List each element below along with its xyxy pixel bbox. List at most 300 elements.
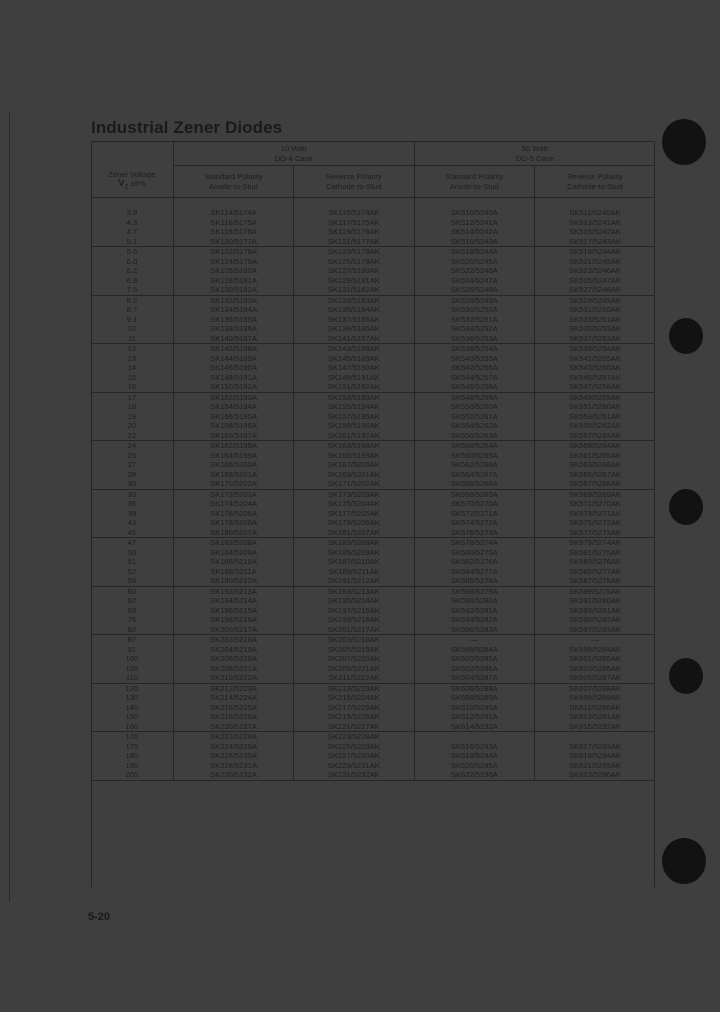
- part-10w-reverse-cell: SK173/5203AK: [294, 489, 414, 499]
- part-50w-standard-cell: SK590/5280A: [414, 596, 534, 606]
- zener-voltage-cell: 87: [127, 635, 137, 644]
- part-10w-standard-cell: SK192/5213A: [173, 586, 293, 596]
- table-row: [91, 257, 655, 267]
- part-50w-standard-cell: SK572/5271A: [414, 509, 534, 519]
- part-50w-standard-cell: SK530/5250A: [414, 305, 534, 315]
- part-10w-reverse-cell: SK169/5201AK: [294, 470, 414, 480]
- zener-voltage-cell: 18: [127, 402, 137, 411]
- table-row: [91, 412, 655, 422]
- header-text: Z: [124, 184, 129, 191]
- table-row: [91, 751, 655, 761]
- part-10w-standard-cell: SK160/5197A: [173, 431, 293, 441]
- zener-voltage-cell: 110: [91, 673, 173, 683]
- part-50w-reverse-cell: —: [535, 635, 655, 645]
- zener-voltage-cell: 120: [125, 683, 139, 693]
- zener-voltage-cell: 5.1: [91, 237, 173, 247]
- part-10w-standard-cell: SK130/5182A: [173, 285, 293, 295]
- part-50w-reverse-cell: SK523/5246AK: [535, 266, 655, 276]
- part-50w-reverse-cell: SK511/5240AK: [535, 208, 655, 218]
- part-50w-standard-cell: SK520/5245A: [414, 257, 534, 267]
- part-50w-standard-cell: SK548/5259A: [414, 392, 534, 402]
- zener-voltage-cell: 4.7: [126, 227, 138, 236]
- header-zener-voltage: [91, 166, 173, 198]
- header-text: DO-4 Case: [274, 153, 313, 163]
- part-50w-reverse-cell: SK543/5256AK: [535, 363, 655, 373]
- part-10w-reverse-cell: SK137/5185AK: [294, 315, 414, 325]
- part-50w-reverse-cell: SK581/5275AK: [535, 548, 655, 558]
- part-10w-reverse-cell: SK207/5220AK: [294, 654, 414, 664]
- part-50w-reverse-cell: SK567/5268AK: [535, 479, 655, 489]
- part-50w-reverse-cell: SK527/5248AK: [535, 285, 655, 295]
- part-50w-reverse-cell: SK623/5296AK: [535, 770, 655, 780]
- part-10w-reverse-cell: SK135/5184AK: [294, 305, 414, 315]
- part-50w-standard-cell: SK616/5293A: [414, 742, 534, 752]
- part-10w-standard-cell: SK154/5194A: [173, 402, 293, 412]
- table-row: [91, 693, 655, 703]
- table-row: [91, 548, 655, 558]
- part-50w-standard-cell: SK552/5261A: [414, 412, 534, 422]
- spacer-cell: [535, 198, 655, 209]
- header-10w-standard-polarity: [173, 166, 293, 198]
- part-10w-reverse-cell: SK119/5176AK: [294, 227, 414, 237]
- part-50w-standard-cell: SK582/5276A: [414, 557, 534, 567]
- part-10w-reverse-cell: SK229/5231AK: [294, 761, 414, 771]
- part-50w-reverse-cell: [535, 732, 655, 742]
- zener-voltage-cell: 30: [91, 479, 173, 489]
- table-header: [91, 142, 655, 209]
- voltage-group: [91, 489, 655, 538]
- part-50w-standard-cell: SK594/5282A: [414, 615, 534, 625]
- voltage-group: [91, 538, 655, 587]
- part-50w-reverse-cell: SK535/5252AK: [535, 324, 655, 334]
- part-50w-reverse-cell: SK593/5281AK: [535, 606, 655, 616]
- part-10w-standard-cell: SK214/5224A: [173, 693, 293, 703]
- part-10w-standard-cell: SK148/5191A: [173, 373, 293, 383]
- header-group-50-watt: [414, 142, 655, 166]
- part-50w-reverse-cell: SK519/5244AK: [535, 247, 655, 257]
- part-50w-standard-cell: SK570/5270A: [414, 499, 534, 509]
- part-50w-standard-cell: SK606/5288A: [414, 683, 534, 693]
- part-10w-reverse-cell: SK171/5202AK: [294, 479, 414, 489]
- part-10w-reverse-cell: SK141/5187AK: [294, 334, 414, 344]
- part-50w-standard-cell: SK620/5295A: [414, 761, 534, 771]
- part-50w-reverse-cell: SK529/5249AK: [535, 295, 655, 305]
- part-50w-reverse-cell: SK517/5243AK: [535, 237, 655, 247]
- table-row: [91, 237, 655, 247]
- part-50w-reverse-cell: SK601/5285AK: [535, 654, 655, 664]
- header-text: Standard Polarity: [204, 172, 263, 181]
- part-50w-standard-cell: SK556/5263A: [414, 431, 534, 441]
- table-row: [91, 382, 655, 392]
- part-10w-standard-cell: SK172/5203A: [173, 489, 293, 499]
- table-row: [91, 315, 655, 325]
- zener-voltage-cell: 62: [127, 596, 137, 605]
- table-row: [91, 218, 655, 228]
- part-50w-reverse-cell: SK617/5293AK: [535, 742, 655, 752]
- table-row: [91, 460, 655, 470]
- zener-voltage-cell: 105: [125, 663, 139, 673]
- part-10w-standard-cell: SK224/5229A: [173, 742, 293, 752]
- part-10w-reverse-cell: SK155/5194AK: [294, 402, 414, 412]
- zener-voltage-cell: 14: [127, 363, 137, 372]
- part-10w-standard-cell: SK144/5189A: [173, 354, 293, 364]
- part-50w-standard-cell: SK516/5243A: [414, 237, 534, 247]
- part-50w-reverse-cell: SK613/5291AK: [535, 712, 655, 722]
- part-10w-reverse-cell: SK183/5208AK: [294, 538, 414, 548]
- zener-voltage-cell: 8.7: [126, 305, 138, 314]
- table-frame-right: [654, 141, 655, 887]
- part-50w-reverse-cell: SK555/5262AK: [535, 421, 655, 431]
- part-10w-reverse-cell: SK123/5179AK: [294, 247, 414, 257]
- table-row: [91, 518, 655, 528]
- part-10w-standard-cell: SK150/5192A: [173, 382, 293, 392]
- zener-voltage-cell: 6.2: [126, 266, 138, 275]
- part-50w-reverse-cell: SK571/5270AK: [535, 499, 655, 509]
- zener-voltage-cell: 52: [127, 566, 137, 576]
- part-50w-standard-cell: SK566/5268A: [414, 479, 534, 489]
- voltage-group: [91, 295, 655, 344]
- table-row: [91, 499, 655, 509]
- part-50w-standard-cell: SK578/5274A: [414, 538, 534, 548]
- part-50w-reverse-cell: SK541/5255AK: [535, 354, 655, 364]
- part-10w-reverse-cell: SK179/5206AK: [294, 518, 414, 528]
- table-row: [91, 576, 655, 586]
- part-50w-standard-cell: SK558/5264A: [414, 441, 534, 451]
- part-10w-standard-cell: SK194/5214A: [173, 596, 293, 606]
- part-50w-reverse-cell: SK611/5290AK: [535, 703, 655, 713]
- part-10w-reverse-cell: SK115/5174AK: [294, 208, 414, 218]
- part-50w-standard-cell: SK532/5251A: [414, 315, 534, 325]
- table-row: [91, 683, 655, 693]
- table-row: [91, 664, 655, 674]
- spacer-cell: [414, 198, 534, 209]
- part-10w-standard-cell: SK116/5175A: [173, 218, 293, 228]
- table-row: [91, 479, 655, 489]
- header-text: [91, 179, 173, 192]
- part-50w-standard-cell: SK534/5252A: [414, 324, 534, 334]
- part-10w-reverse-cell: SK191/5212AK: [294, 576, 414, 586]
- table-row: [91, 402, 655, 412]
- part-10w-standard-cell: SK182/5208A: [173, 538, 293, 548]
- header-50w-reverse-polarity: [535, 166, 655, 198]
- voltage-group: [91, 392, 655, 441]
- zener-voltage-cell: 200: [91, 770, 173, 780]
- part-10w-standard-cell: SK136/5185A: [173, 315, 293, 325]
- zener-voltage-cell: 7.5: [91, 285, 173, 295]
- zener-voltage-cell: 3.9: [126, 208, 138, 217]
- table-row: [91, 703, 655, 713]
- table-row: [91, 645, 655, 655]
- voltage-group: [91, 586, 655, 635]
- header-text: Cathode-to-Stud: [567, 181, 623, 191]
- part-10w-reverse-cell: SK147/5190AK: [294, 363, 414, 373]
- part-10w-standard-cell: SK210/5222A: [173, 673, 293, 683]
- part-10w-reverse-cell: SK193/5213AK: [294, 586, 414, 596]
- part-50w-reverse-cell: SK561/5265AK: [535, 451, 655, 461]
- part-10w-standard-cell: SK188/5211A: [173, 567, 293, 577]
- part-10w-standard-cell: SK158/5196A: [173, 421, 293, 431]
- header-corner: [91, 142, 173, 166]
- part-50w-standard-cell: SK528/5249A: [414, 295, 534, 305]
- table-row: [91, 227, 655, 237]
- part-50w-standard-cell: —: [414, 635, 534, 645]
- voltage-group: [91, 441, 655, 490]
- header-10w-reverse-polarity: [294, 166, 414, 198]
- part-10w-standard-cell: SK190/5212A: [173, 576, 293, 586]
- zener-voltage-cell: 82: [91, 625, 173, 635]
- part-50w-standard-cell: SK560/5265A: [414, 451, 534, 461]
- part-10w-reverse-cell: SK189/5211AK: [294, 567, 414, 577]
- part-10w-reverse-cell: SK177/5205AK: [294, 509, 414, 519]
- part-10w-standard-cell: SK218/5226A: [173, 712, 293, 722]
- zener-voltage-cell: 140: [125, 702, 139, 712]
- part-50w-standard-cell: SK540/5255A: [414, 354, 534, 364]
- part-10w-standard-cell: SK202/5218A: [173, 635, 293, 645]
- zener-voltage-cell: 170: [125, 732, 139, 741]
- part-50w-reverse-cell: SK587/5278AK: [535, 576, 655, 586]
- part-50w-standard-cell: SK538/5254A: [414, 344, 534, 354]
- part-10w-standard-cell: SK126/5180A: [173, 266, 293, 276]
- page-edge-rule: [9, 112, 10, 902]
- part-50w-standard-cell: SK612/5291A: [414, 712, 534, 722]
- part-10w-standard-cell: SK138/5186A: [173, 324, 293, 334]
- voltage-group: [91, 683, 655, 732]
- spacer-cell: [91, 198, 173, 209]
- part-10w-reverse-cell: SK221/5227AK: [294, 722, 414, 732]
- part-50w-reverse-cell: SK607/5288AK: [535, 683, 655, 693]
- part-10w-reverse-cell: SK121/5177AK: [294, 237, 414, 247]
- part-50w-standard-cell: [414, 732, 534, 742]
- table-row: [91, 615, 655, 625]
- part-10w-reverse-cell: SK129/5181AK: [294, 276, 414, 286]
- table-row: [91, 324, 655, 334]
- zener-voltage-cell: 8.2: [126, 295, 138, 305]
- table-row: [91, 363, 655, 373]
- table-row: [91, 654, 655, 664]
- table-row: [91, 732, 655, 742]
- part-50w-reverse-cell: SK565/5267AK: [535, 470, 655, 480]
- part-50w-reverse-cell: SK549/5259AK: [535, 392, 655, 402]
- part-10w-standard-cell: SK120/5177A: [173, 237, 293, 247]
- table-row: [91, 509, 655, 519]
- header-text: Zener Voltage: [108, 169, 156, 179]
- voltage-group: [91, 247, 655, 296]
- voltage-group: [91, 208, 655, 247]
- part-10w-standard-cell: SK168/5201A: [173, 470, 293, 480]
- table-row: [91, 606, 655, 616]
- table-row: [91, 557, 655, 567]
- part-50w-standard-cell: SK599/5284A: [414, 645, 534, 655]
- part-10w-standard-cell: SK166/5200A: [173, 460, 293, 470]
- part-50w-reverse-cell: SK577/5273AK: [535, 528, 655, 538]
- table-row: [91, 373, 655, 383]
- part-10w-reverse-cell: SK195/5214AK: [294, 596, 414, 606]
- zener-voltage-cell: 56: [91, 576, 173, 586]
- header-text: Standard Polarity: [445, 172, 504, 181]
- zener-voltage-cell: 13: [127, 353, 137, 363]
- part-10w-reverse-cell: SK143/5188AK: [294, 344, 414, 354]
- table-row: [91, 392, 655, 402]
- part-50w-reverse-cell: SK531/5250AK: [535, 305, 655, 315]
- part-50w-standard-cell: SK510/5240A: [414, 208, 534, 218]
- part-50w-reverse-cell: SK579/5274AK: [535, 538, 655, 548]
- part-10w-reverse-cell: SK151/5192AK: [294, 382, 414, 392]
- part-50w-standard-cell: SK576/5273A: [414, 528, 534, 538]
- part-10w-reverse-cell: SK201/5217AK: [294, 625, 414, 635]
- part-10w-standard-cell: SK228/5231A: [173, 761, 293, 771]
- voltage-group: [91, 732, 655, 781]
- zener-voltage-cell: 36: [127, 499, 137, 508]
- part-10w-standard-cell: SK184/5209A: [173, 548, 293, 558]
- header-text: Cathode-to-Stud: [326, 181, 382, 191]
- header-group-10-watt: [173, 142, 414, 166]
- part-10w-standard-cell: SK118/5176A: [173, 227, 293, 237]
- part-10w-reverse-cell: SK149/5191AK: [294, 373, 414, 383]
- part-50w-standard-cell: SK518/5244A: [414, 247, 534, 257]
- part-10w-reverse-cell: SK219/5226AK: [294, 712, 414, 722]
- part-10w-standard-cell: SK134/5184A: [173, 305, 293, 315]
- part-10w-reverse-cell: SK205/5219AK: [294, 645, 414, 655]
- header-50w-standard-polarity: [414, 166, 534, 198]
- zener-voltage-cell: 175: [125, 741, 139, 751]
- binder-hole: [669, 658, 703, 694]
- part-50w-reverse-cell: SK537/5253AK: [535, 334, 655, 344]
- zener-voltage-cell: 27: [127, 460, 137, 469]
- table-row: [91, 354, 655, 364]
- zener-voltage-cell: 100: [125, 654, 139, 663]
- table-row: [91, 596, 655, 606]
- part-10w-reverse-cell: SK163/5198AK: [294, 441, 414, 451]
- part-50w-standard-cell: SK584/5277A: [414, 567, 534, 577]
- part-10w-reverse-cell: SK159/5196AK: [294, 421, 414, 431]
- part-10w-standard-cell: SK204/5219A: [173, 645, 293, 655]
- part-10w-reverse-cell: SK131/5182AK: [294, 285, 414, 295]
- part-50w-reverse-cell: SK513/5241AK: [535, 218, 655, 228]
- part-10w-standard-cell: SK152/5193A: [173, 392, 293, 402]
- part-50w-reverse-cell: SK563/5266AK: [535, 460, 655, 470]
- part-50w-reverse-cell: SK591/5280AK: [535, 596, 655, 606]
- part-50w-standard-cell: SK524/5247A: [414, 276, 534, 286]
- part-10w-reverse-cell: SK203/5218AK: [294, 635, 414, 645]
- zener-voltage-cell: 22: [91, 431, 173, 441]
- part-10w-standard-cell: SK196/5215A: [173, 606, 293, 616]
- part-50w-standard-cell: SK522/5246A: [414, 266, 534, 276]
- zener-voltage-cell: 39: [127, 508, 137, 518]
- zener-voltage-cell: 190: [125, 760, 139, 770]
- zener-voltage-cell: 25: [127, 450, 137, 460]
- part-50w-reverse-cell: SK521/5245AK: [535, 257, 655, 267]
- part-10w-reverse-cell: SK199/5216AK: [294, 615, 414, 625]
- part-10w-standard-cell: SK114/5174A: [173, 208, 293, 218]
- part-10w-standard-cell: SK180/5207A: [173, 528, 293, 538]
- part-10w-reverse-cell: SK217/5225AK: [294, 703, 414, 713]
- part-10w-reverse-cell: SK185/5209AK: [294, 548, 414, 558]
- voltage-group: [91, 635, 655, 684]
- zener-voltage-cell: 33: [127, 489, 137, 499]
- part-10w-standard-cell: SK128/5181A: [173, 276, 293, 286]
- table-row: [91, 285, 655, 295]
- table-row: [91, 635, 655, 645]
- table-row: [91, 344, 655, 354]
- part-50w-standard-cell: SK564/5267A: [414, 470, 534, 480]
- part-50w-reverse-cell: SK515/5242AK: [535, 227, 655, 237]
- part-10w-standard-cell: SK142/5188A: [173, 344, 293, 354]
- part-10w-standard-cell: SK216/5225A: [173, 703, 293, 713]
- part-10w-standard-cell: SK124/5179A: [173, 257, 293, 267]
- table-row: [91, 567, 655, 577]
- part-10w-reverse-cell: SK223/5228AK: [294, 732, 414, 742]
- part-10w-reverse-cell: SK181/5207AK: [294, 528, 414, 538]
- part-10w-reverse-cell: SK187/5210AK: [294, 557, 414, 567]
- part-50w-standard-cell: SK622/5296A: [414, 770, 534, 780]
- part-50w-standard-cell: SK602/5286A: [414, 664, 534, 674]
- part-50w-reverse-cell: SK595/5282AK: [535, 615, 655, 625]
- part-10w-reverse-cell: SK127/5180AK: [294, 266, 414, 276]
- part-10w-reverse-cell: SK133/5183AK: [294, 295, 414, 305]
- part-10w-standard-cell: SK178/5206A: [173, 518, 293, 528]
- part-50w-standard-cell: SK596/5283A: [414, 625, 534, 635]
- part-50w-reverse-cell: SK585/5277AK: [535, 567, 655, 577]
- zener-voltage-cell: 20: [127, 421, 137, 430]
- part-10w-reverse-cell: SK161/5197AK: [294, 431, 414, 441]
- binder-hole: [669, 489, 703, 525]
- table-row: [91, 451, 655, 461]
- part-50w-standard-cell: SK544/5257A: [414, 373, 534, 383]
- zener-voltage-cell: 9.1: [126, 314, 138, 324]
- part-10w-reverse-cell: SK125/5179AK: [294, 257, 414, 267]
- header-text: Anode-to-Stud: [208, 181, 258, 191]
- zener-voltage-cell: 91: [127, 644, 137, 654]
- part-10w-standard-cell: SK230/5232A: [173, 770, 293, 780]
- part-50w-standard-cell: SK568/5269A: [414, 489, 534, 499]
- zener-voltage-cell: 6.8: [126, 275, 138, 285]
- table-row: [91, 295, 655, 305]
- part-10w-reverse-cell: SK231/5232AK: [294, 770, 414, 780]
- part-50w-standard-cell: SK512/5241A: [414, 218, 534, 228]
- table-row: [91, 247, 655, 257]
- part-10w-reverse-cell: SK139/5186AK: [294, 324, 414, 334]
- binder-hole: [669, 318, 703, 354]
- zener-voltage-cell: 160: [91, 722, 173, 732]
- header-text: Anode-to-Stud: [449, 181, 499, 191]
- header-text: V: [118, 178, 125, 189]
- zener-voltage-cell: 19: [127, 411, 137, 421]
- table-row: [91, 276, 655, 286]
- part-50w-reverse-cell: SK609/5289AK: [535, 693, 655, 703]
- zener-voltage-cell: 60: [127, 586, 137, 596]
- zener-voltage-cell: 24: [127, 441, 137, 450]
- header-text: DO-5 Case: [515, 153, 554, 163]
- part-50w-reverse-cell: SK553/5261AK: [535, 412, 655, 422]
- table-row: [91, 266, 655, 276]
- header-text: 10 Watt: [280, 144, 307, 153]
- part-50w-standard-cell: SK542/5256A: [414, 363, 534, 373]
- table-row: [91, 770, 655, 780]
- table-row: [91, 712, 655, 722]
- part-50w-reverse-cell: SK547/5258AK: [535, 382, 655, 392]
- part-10w-standard-cell: SK174/5204A: [173, 499, 293, 509]
- table-row: [91, 470, 655, 480]
- part-50w-standard-cell: SK604/5287A: [414, 673, 534, 683]
- part-10w-reverse-cell: SK157/5195AK: [294, 412, 414, 422]
- part-50w-standard-cell: SK586/5278A: [414, 576, 534, 586]
- part-50w-reverse-cell: SK605/5287AK: [535, 673, 655, 683]
- part-10w-standard-cell: SK220/5227A: [173, 722, 293, 732]
- part-50w-reverse-cell: SK575/5272AK: [535, 518, 655, 528]
- part-50w-standard-cell: SK610/5290A: [414, 703, 534, 713]
- part-50w-reverse-cell: SK525/5247AK: [535, 276, 655, 286]
- table-frame-left: [91, 141, 92, 887]
